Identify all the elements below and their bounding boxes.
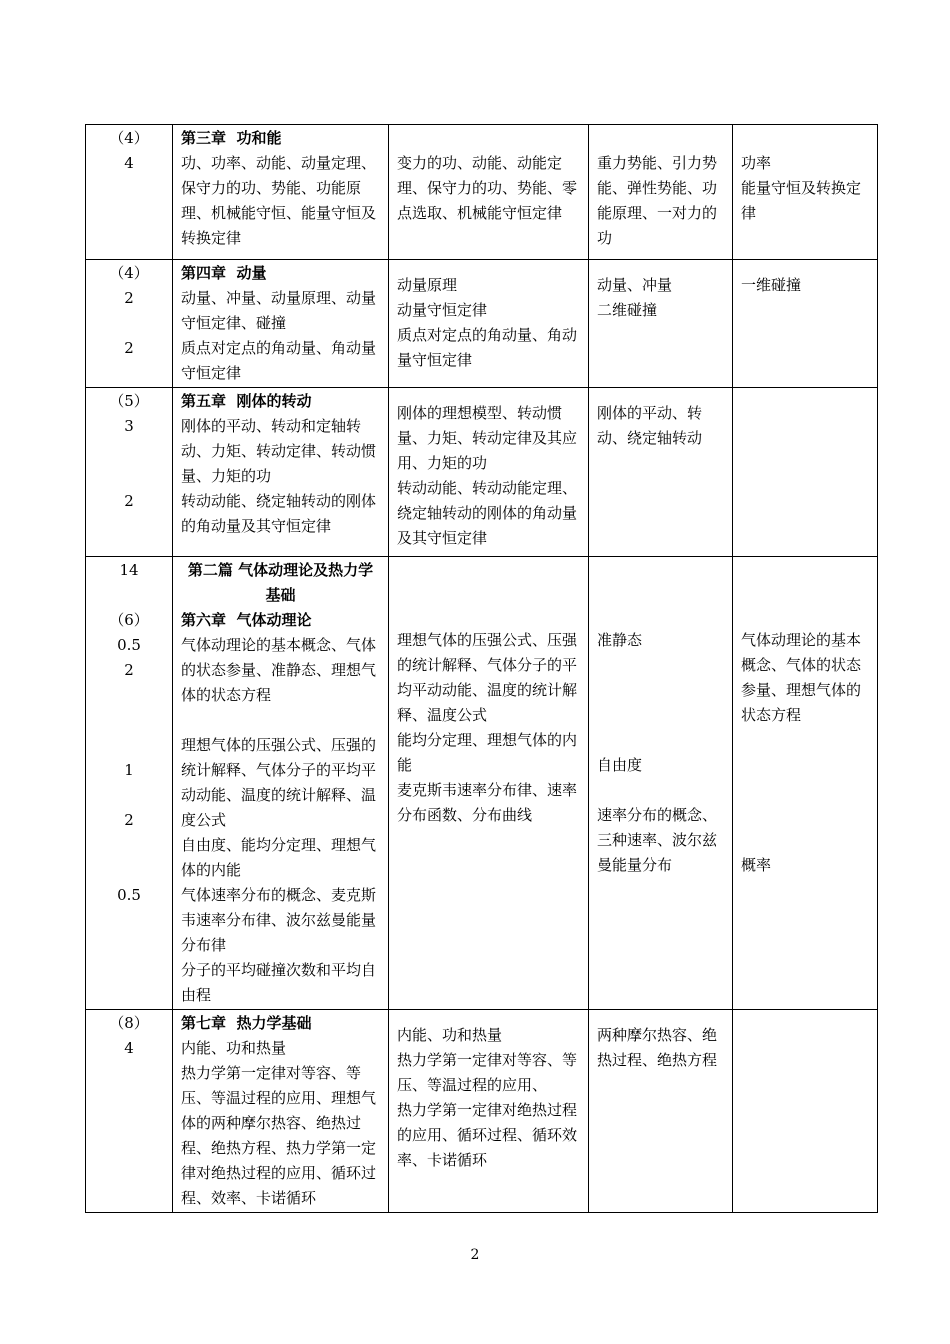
- hours-value: 3: [124, 417, 134, 435]
- key-points-text: 麦克斯韦速率分布律、速率分布函数、分布曲线: [397, 781, 578, 824]
- hours-cell: [86, 388, 173, 557]
- hours-cell: [86, 125, 173, 260]
- hours-value: [94, 464, 164, 489]
- hours-value: [94, 858, 164, 883]
- self-study-cell: [733, 125, 878, 260]
- self-study-text: 概率: [741, 856, 772, 874]
- chapter-title: 第六章 气体动理论: [181, 611, 312, 629]
- difficult-points-text: 两种摩尔热容、绝热过程、绝热方程: [597, 1026, 718, 1069]
- hours-value: 4: [124, 154, 134, 172]
- key-points-text: 变力的功、动能、动能定理、保守力的功、势能、零点选取、机械能守恒定律: [397, 154, 578, 222]
- self-study-cell: [733, 557, 878, 1010]
- table-row: [86, 1010, 878, 1213]
- content-text: 质点对定点的角动量、角动量守恒定律: [181, 339, 377, 382]
- key-points-text: 动量守恒定律: [397, 301, 488, 319]
- chapter-title: 第五章 刚体的转动: [181, 392, 312, 410]
- hours-value: 0.5: [117, 886, 141, 904]
- content-text: 气体动理论的基本概念、气体的状态参量、准静态、理想气体的状态方程: [181, 636, 377, 704]
- difficult-points-cell: [589, 260, 733, 388]
- hours-value: （4）: [109, 129, 149, 147]
- self-study-cell: [733, 388, 878, 557]
- content-cell: [173, 260, 389, 388]
- hours-value: [94, 783, 164, 808]
- chapter-title: 第七章 热力学基础: [181, 1014, 312, 1032]
- part-title: 第二篇 气体动理论及热力学基础: [187, 561, 374, 604]
- hours-value: [94, 311, 164, 336]
- hours-cell: [86, 260, 173, 388]
- hours-value: [94, 833, 164, 858]
- table-row: [86, 388, 878, 557]
- chapter-title: 第四章 动量: [181, 264, 267, 282]
- content-text: 理想气体的压强公式、压强的统计解释、气体分子的平均平动动能、温度的统计解释、温度公式: [181, 736, 377, 829]
- hours-value: 2: [124, 339, 134, 357]
- content-text: 刚体的平动、转动和定轴转动、力矩、转动定律、转动惯量、力矩的功: [181, 417, 377, 485]
- content-text: 转动动能、绕定轴转动的刚体的角动量及其守恒定律: [181, 492, 377, 535]
- hours-value: 2: [124, 289, 134, 307]
- key-points-text: 质点对定点的角动量、角动量守恒定律: [397, 326, 578, 369]
- hours-value: 2: [124, 492, 134, 510]
- difficult-points-cell: [589, 388, 733, 557]
- content-cell: [173, 1010, 389, 1213]
- difficult-points-cell: [589, 125, 733, 260]
- hours-cell: [86, 557, 173, 1010]
- key-points-cell: [389, 388, 589, 557]
- difficult-points-cell: [589, 1010, 733, 1213]
- syllabus-table: [85, 124, 878, 1213]
- difficult-points-text: 动量、冲量: [597, 276, 673, 294]
- self-study-text: 气体动理论的基本概念、气体的状态参量、理想气体的状态方程: [741, 631, 862, 724]
- hours-value: （5）: [109, 392, 149, 410]
- hours-value: 14: [119, 561, 139, 579]
- content-text: 热力学第一定律对等容、等压、等温过程的应用、理想气体的两种摩尔热容、绝热过程、绝热方程、热力学第一定律对绝热过程的应用、循环过程、效率、卡诺循环: [181, 1064, 377, 1207]
- self-study-cell: [733, 1010, 878, 1213]
- table-row: [86, 125, 878, 260]
- key-points-cell: [389, 557, 589, 1010]
- content-text: 动量、冲量、动量原理、动量守恒定律、碰撞: [181, 289, 377, 332]
- hours-value: 0.5: [117, 636, 141, 654]
- table-row: [86, 557, 878, 1010]
- difficult-points-text: 二维碰撞: [597, 301, 658, 319]
- key-points-text: 转动动能、转动动能定理、绕定轴转动的刚体的角动量及其守恒定律: [397, 479, 578, 547]
- hours-value: （6）: [109, 611, 149, 629]
- content-text: 自由度、能均分定理、理想气体的内能: [181, 836, 377, 879]
- hours-value: 4: [124, 1039, 134, 1057]
- key-points-text: 热力学第一定律对等容、等压、等温过程的应用、: [397, 1051, 578, 1094]
- hours-value: （4）: [109, 264, 149, 282]
- content-cell: [173, 388, 389, 557]
- key-points-cell: [389, 260, 589, 388]
- difficult-points-text: 速率分布的概念、三种速率、波尔兹曼能量分布: [597, 806, 718, 874]
- content-text: 分子的平均碰撞次数和平均自由程: [181, 961, 377, 1004]
- hours-value: [94, 583, 164, 608]
- table-row: [86, 260, 878, 388]
- content-text: 气体速率分布的概念、麦克斯韦速率分布律、波尔兹曼能量分布律: [181, 886, 377, 954]
- difficult-points-text: 重力势能、引力势能、弹性势能、功能原理、一对力的功: [597, 154, 718, 247]
- key-points-text: 动量原理: [397, 276, 458, 294]
- self-study-text: 功率: [741, 154, 772, 172]
- difficult-points-cell: [589, 557, 733, 1010]
- hours-value: 2: [124, 811, 134, 829]
- hours-cell: [86, 1010, 173, 1213]
- self-study-text: 能量守恒及转换定律: [741, 179, 862, 222]
- content-text: 内能、功和热量: [181, 1039, 287, 1057]
- difficult-points-text: 刚体的平动、转动、绕定轴转动: [597, 404, 703, 447]
- hours-value: 2: [124, 661, 134, 679]
- page-number: 2: [470, 1247, 480, 1263]
- hours-value: [94, 708, 164, 733]
- key-points-text: 能均分定理、理想气体的内能: [397, 731, 578, 774]
- key-points-text: 理想气体的压强公式、压强的统计解释、气体分子的平均平动动能、温度的统计解释、温度公式: [397, 631, 578, 724]
- difficult-points-text: 自由度: [597, 756, 643, 774]
- content-cell: [173, 125, 389, 260]
- key-points-text: 热力学第一定律对绝热过程的应用、循环过程、循环效率、卡诺循环: [397, 1101, 578, 1169]
- content-text: 功、功率、动能、动量定理、保守力的功、势能、功能原理、机械能守恒、能量守恒及转换定律: [181, 154, 377, 247]
- key-points-text: 刚体的理想模型、转动惯量、力矩、转动定律及其应用、力矩的功: [397, 404, 578, 472]
- hours-value: [94, 439, 164, 464]
- hours-value: （8）: [109, 1014, 149, 1032]
- self-study-cell: [733, 260, 878, 388]
- difficult-points-text: 准静态: [597, 631, 643, 649]
- hours-value: 1: [124, 761, 134, 779]
- hours-value: [94, 683, 164, 708]
- content-cell: [173, 557, 389, 1010]
- key-points-cell: [389, 1010, 589, 1213]
- key-points-cell: [389, 125, 589, 260]
- chapter-title: 第三章 功和能: [181, 129, 282, 147]
- key-points-text: 内能、功和热量: [397, 1026, 503, 1044]
- hours-value: [94, 733, 164, 758]
- self-study-text: 一维碰撞: [741, 276, 802, 294]
